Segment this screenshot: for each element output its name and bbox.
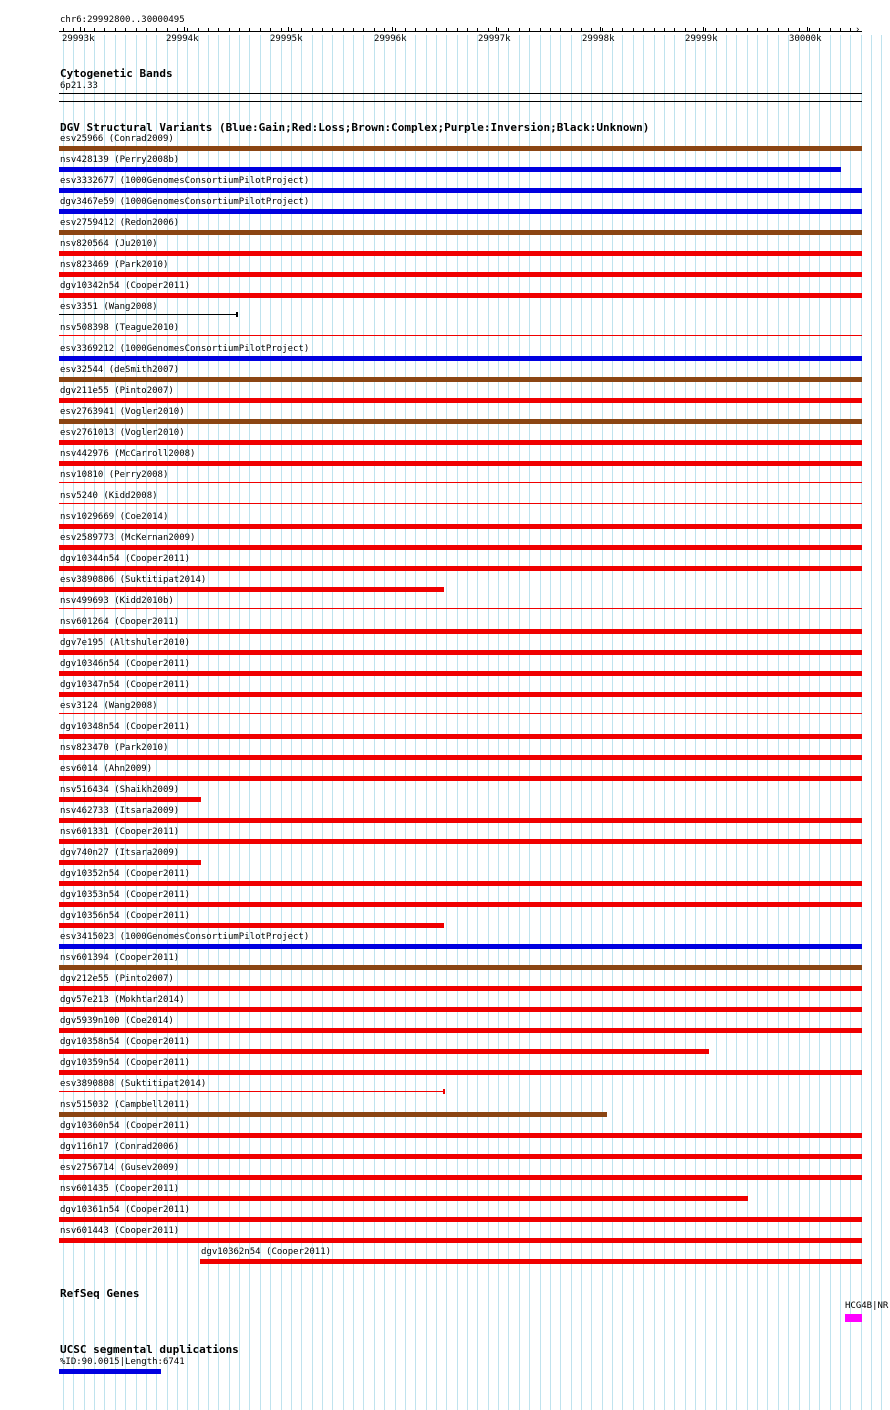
ruler-minor-tick	[716, 28, 717, 31]
ruler-minor-tick	[415, 28, 416, 31]
ruler-minor-tick	[136, 28, 137, 31]
variant-label[interactable]: dgv5939n100 (Coe2014)	[60, 1016, 174, 1026]
ruler-tick-label: 29996k	[374, 34, 407, 44]
ruler-tick-label: 29998k	[582, 34, 615, 44]
ruler-minor-tick	[301, 28, 302, 31]
ruler-minor-tick	[84, 28, 85, 31]
variant-feature[interactable]	[59, 398, 862, 403]
ruler-tick-label: 29999k	[685, 34, 718, 44]
variant-feature[interactable]	[59, 629, 862, 634]
ruler-minor-tick	[343, 28, 344, 31]
variant-label[interactable]: esv3124 (Wang2008)	[60, 701, 158, 711]
variant-feature[interactable]	[59, 272, 862, 277]
segdups-feature[interactable]	[59, 1369, 161, 1374]
ruler-minor-tick	[788, 28, 789, 31]
ruler-minor-tick	[508, 28, 509, 31]
variant-feature[interactable]	[59, 1196, 748, 1201]
ruler-minor-tick	[270, 28, 271, 31]
variant-feature[interactable]	[59, 1028, 862, 1033]
variant-label[interactable]: dgv7e195 (Altshuler2010)	[60, 638, 191, 648]
ruler-minor-tick	[757, 28, 758, 31]
variant-feature[interactable]	[59, 1112, 607, 1117]
ruler-minor-tick	[395, 28, 396, 31]
ruler-minor-tick	[571, 28, 572, 31]
variant-label[interactable]: esv3890808 (Suktitipat2014)	[60, 1079, 207, 1089]
variant-feature[interactable]	[59, 377, 862, 382]
variant-feature[interactable]	[59, 965, 862, 970]
variant-feature[interactable]	[59, 1238, 862, 1243]
variant-label[interactable]: nsv601443 (Cooper2011)	[60, 1226, 180, 1236]
ruler-minor-tick	[115, 28, 116, 31]
variant-feature[interactable]	[59, 692, 862, 697]
ruler-minor-tick	[602, 28, 603, 31]
variant-feature[interactable]	[59, 230, 862, 235]
variant-label[interactable]: nsv508398 (Teague2010)	[60, 323, 180, 333]
variant-label[interactable]: nsv1029669 (Coe2014)	[60, 512, 169, 522]
ruler-minor-tick	[767, 28, 768, 31]
variant-label[interactable]: esv2763941 (Vogler2010)	[60, 407, 185, 417]
segdups-label: %ID:90.0015|Length:6741	[60, 1357, 185, 1367]
variant-label[interactable]: esv3332677 (1000GenomesConsortiumPilotProject)	[60, 176, 310, 186]
variant-label[interactable]: esv25966 (Conrad2009)	[60, 134, 174, 144]
variant-feature[interactable]	[59, 860, 201, 865]
variant-end-cap	[443, 1089, 445, 1094]
ruler-minor-tick	[332, 28, 333, 31]
variant-label[interactable]: nsv601435 (Cooper2011)	[60, 1184, 180, 1194]
variant-feature[interactable]	[59, 356, 862, 361]
ruler-minor-tick	[850, 28, 851, 31]
variant-feature[interactable]	[59, 881, 862, 886]
cytoband-line-top	[59, 93, 862, 94]
variant-label[interactable]: nsv601264 (Cooper2011)	[60, 617, 180, 627]
variant-label[interactable]: dgv10347n54 (Cooper2011)	[60, 680, 191, 690]
variant-label[interactable]: dgv10358n54 (Cooper2011)	[60, 1037, 191, 1047]
variant-label[interactable]: dgv10361n54 (Cooper2011)	[60, 1205, 191, 1215]
refseq-gene-feature[interactable]	[845, 1314, 862, 1322]
ruler-tick-label: 30000k	[789, 34, 822, 44]
variant-feature[interactable]	[59, 314, 237, 315]
variant-feature[interactable]	[59, 293, 862, 298]
ruler-minor-tick	[581, 28, 582, 31]
variant-label[interactable]: dgv10342n54 (Cooper2011)	[60, 281, 191, 291]
ruler-minor-tick	[374, 28, 375, 31]
refseq-gene-label[interactable]: HCG4B|NR	[845, 1301, 889, 1311]
ruler-minor-tick	[633, 28, 634, 31]
variant-label[interactable]: dgv57e213 (Mokhtar2014)	[60, 995, 185, 1005]
variant-label[interactable]: esv32544 (deSmith2007)	[60, 365, 180, 375]
variant-label[interactable]: nsv442976 (McCarroll2008)	[60, 449, 196, 459]
ruler-minor-tick	[104, 28, 105, 31]
variant-feature[interactable]	[59, 587, 444, 592]
ruler-minor-tick	[654, 28, 655, 31]
variant-feature[interactable]	[59, 1133, 862, 1138]
variant-feature[interactable]	[59, 524, 862, 529]
variant-feature[interactable]	[59, 1007, 862, 1012]
ruler-minor-tick	[488, 28, 489, 31]
ruler-minor-tick	[125, 28, 126, 31]
variant-feature[interactable]	[59, 776, 862, 781]
ruler-minor-tick	[260, 28, 261, 31]
variant-label[interactable]: nsv499693 (Kidd2010b)	[60, 596, 174, 606]
variant-feature[interactable]	[59, 1217, 862, 1222]
ruler-minor-tick	[736, 28, 737, 31]
ruler-minor-tick	[550, 28, 551, 31]
variant-label[interactable]: dgv116n17 (Conrad2006)	[60, 1142, 180, 1152]
variant-feature[interactable]	[59, 482, 862, 483]
cytoband-line-bottom	[59, 101, 862, 102]
ruler-major-tick	[392, 27, 393, 32]
variant-label[interactable]: esv3415023 (1000GenomesConsortiumPilotProject)	[60, 932, 310, 942]
variant-label[interactable]: nsv601394 (Cooper2011)	[60, 953, 180, 963]
ruler-minor-tick	[622, 28, 623, 31]
ruler-minor-tick	[519, 28, 520, 31]
variant-feature[interactable]	[59, 608, 862, 609]
variant-label[interactable]: esv3369212 (1000GenomesConsortiumPilotProject)	[60, 344, 310, 354]
ruler-minor-tick	[529, 28, 530, 31]
ruler-minor-tick	[281, 28, 282, 31]
ruler-minor-tick	[664, 28, 665, 31]
ruler-minor-tick	[177, 28, 178, 31]
variant-feature[interactable]	[59, 146, 862, 151]
ruler-minor-tick	[560, 28, 561, 31]
ruler-minor-tick	[218, 28, 219, 31]
ruler-minor-tick	[674, 28, 675, 31]
ruler-minor-tick	[540, 28, 541, 31]
ruler-minor-tick	[198, 28, 199, 31]
variant-feature[interactable]	[59, 545, 862, 550]
ruler-minor-tick	[799, 28, 800, 31]
ruler-major-tick	[184, 27, 185, 32]
variant-label[interactable]: dgv10359n54 (Cooper2011)	[60, 1058, 191, 1068]
ruler-minor-tick	[612, 28, 613, 31]
variant-feature[interactable]	[59, 461, 862, 466]
ruler-minor-tick	[229, 28, 230, 31]
variant-label[interactable]: esv2589773 (McKernan2009)	[60, 533, 196, 543]
ruler-minor-tick	[705, 28, 706, 31]
ruler-minor-tick	[239, 28, 240, 31]
variant-label[interactable]: dgv10344n54 (Cooper2011)	[60, 554, 191, 564]
variant-label[interactable]: dgv10348n54 (Cooper2011)	[60, 722, 191, 732]
variant-feature[interactable]	[59, 1175, 862, 1180]
ruler-minor-tick	[457, 28, 458, 31]
ruler-minor-tick	[498, 28, 499, 31]
variant-label[interactable]: nsv823470 (Park2010)	[60, 743, 169, 753]
variant-label[interactable]: nsv462733 (Itsara2009)	[60, 806, 180, 816]
variant-feature[interactable]	[59, 671, 862, 676]
ruler-tick-label: 29994k	[166, 34, 199, 44]
ruler-minor-tick	[94, 28, 95, 31]
variant-label[interactable]: esv3890806 (Suktitipat2014)	[60, 575, 207, 585]
ruler-minor-tick	[840, 28, 841, 31]
variant-feature[interactable]	[59, 1091, 444, 1092]
variant-label[interactable]: esv2756714 (Gusev2009)	[60, 1163, 180, 1173]
ruler-minor-tick	[363, 28, 364, 31]
variant-feature[interactable]	[59, 440, 862, 445]
ruler-minor-tick	[685, 28, 686, 31]
ruler-minor-tick	[73, 28, 74, 31]
variant-label[interactable]: esv2761013 (Vogler2010)	[60, 428, 185, 438]
variant-label[interactable]: esv3351 (Wang2008)	[60, 302, 158, 312]
variant-feature[interactable]	[59, 251, 862, 256]
ruler-minor-tick	[695, 28, 696, 31]
variant-label[interactable]: esv2759412 (Redon2006)	[60, 218, 180, 228]
segdups-track-title[interactable]: UCSC segmental duplications	[60, 1343, 239, 1356]
ruler-minor-tick	[591, 28, 592, 31]
ruler-minor-tick	[146, 28, 147, 31]
cytoband-label: 6p21.33	[60, 81, 98, 91]
ruler-minor-tick	[405, 28, 406, 31]
ruler-minor-tick	[467, 28, 468, 31]
ruler-minor-tick	[291, 28, 292, 31]
variant-label[interactable]: dgv211e55 (Pinto2007)	[60, 386, 174, 396]
ruler-minor-tick	[778, 28, 779, 31]
variant-label[interactable]: nsv515032 (Campbell2011)	[60, 1100, 191, 1110]
variant-feature[interactable]	[59, 944, 862, 949]
ruler-minor-tick	[187, 28, 188, 31]
ruler-minor-tick	[156, 28, 157, 31]
variant-label[interactable]: nsv5240 (Kidd2008)	[60, 491, 158, 501]
ruler-minor-tick	[726, 28, 727, 31]
variant-feature[interactable]	[59, 566, 862, 571]
variant-feature[interactable]	[59, 1154, 862, 1159]
variant-feature[interactable]	[59, 713, 862, 714]
variant-feature[interactable]	[59, 839, 862, 844]
variant-label[interactable]: dgv10353n54 (Cooper2011)	[60, 890, 191, 900]
variant-feature[interactable]	[59, 986, 862, 991]
ruler-minor-tick	[322, 28, 323, 31]
ruler-major-tick	[600, 27, 601, 32]
variant-label[interactable]: dgv10362n54 (Cooper2011)	[201, 1247, 332, 1257]
variant-label[interactable]: dgv740n27 (Itsara2009)	[60, 848, 180, 858]
variant-label[interactable]: dgv10352n54 (Cooper2011)	[60, 869, 191, 879]
variant-feature[interactable]	[59, 734, 862, 739]
variant-feature[interactable]	[200, 1259, 862, 1264]
ruler-major-tick	[807, 27, 808, 32]
ruler-minor-tick	[63, 28, 64, 31]
variant-feature[interactable]	[59, 1049, 709, 1054]
ruler-arrow-icon: ›	[855, 25, 861, 35]
ruler-tick-label: 29997k	[478, 34, 511, 44]
ruler-minor-tick	[208, 28, 209, 31]
ruler-tick-label: 29993k	[62, 34, 95, 44]
ruler-minor-tick	[830, 28, 831, 31]
ruler-minor-tick	[167, 28, 168, 31]
variant-feature[interactable]	[59, 335, 862, 336]
ruler-tick-label: 29995k	[270, 34, 303, 44]
variant-feature[interactable]	[59, 209, 862, 214]
variant-feature[interactable]	[59, 167, 841, 172]
ruler-major-tick	[80, 27, 81, 32]
variant-label[interactable]: nsv601331 (Cooper2011)	[60, 827, 180, 837]
variant-feature[interactable]	[59, 419, 862, 424]
ruler-minor-tick	[426, 28, 427, 31]
region-label: chr6:29992800..30000495	[60, 15, 185, 25]
variant-feature[interactable]	[59, 797, 201, 802]
variant-feature[interactable]	[59, 755, 862, 760]
variant-feature[interactable]	[59, 503, 862, 504]
refseq-track-title[interactable]: RefSeq Genes	[60, 1287, 140, 1300]
cytoband-track-title[interactable]: Cytogenetic Bands	[60, 67, 173, 80]
ruler-major-tick	[703, 27, 704, 32]
variant-label[interactable]: nsv428139 (Perry2008b)	[60, 155, 180, 165]
variant-feature[interactable]	[59, 650, 862, 655]
variant-label[interactable]: dgv10356n54 (Cooper2011)	[60, 911, 191, 921]
ruler-minor-tick	[809, 28, 810, 31]
ruler-major-tick	[288, 27, 289, 32]
variant-end-cap	[236, 312, 238, 317]
variant-label[interactable]: dgv10360n54 (Cooper2011)	[60, 1121, 191, 1131]
ruler-minor-tick	[446, 28, 447, 31]
ruler-minor-tick	[477, 28, 478, 31]
variant-feature[interactable]	[59, 818, 862, 823]
variant-feature[interactable]	[59, 923, 444, 928]
variant-label[interactable]: nsv516434 (Shaikh2009)	[60, 785, 180, 795]
variant-label[interactable]: dgv10346n54 (Cooper2011)	[60, 659, 191, 669]
variant-feature[interactable]	[59, 1070, 862, 1075]
ruler-minor-tick	[819, 28, 820, 31]
ruler-axis	[59, 31, 862, 32]
variant-label[interactable]: dgv3467e59 (1000GenomesConsortiumPilotProject)	[60, 197, 310, 207]
variant-label[interactable]: nsv823469 (Park2010)	[60, 260, 169, 270]
variant-feature[interactable]	[59, 902, 862, 907]
variant-label[interactable]: nsv820564 (Ju2010)	[60, 239, 158, 249]
variant-feature[interactable]	[59, 188, 862, 193]
variant-label[interactable]: nsv10810 (Perry2008)	[60, 470, 169, 480]
ruler-major-tick	[496, 27, 497, 32]
ruler-minor-tick	[747, 28, 748, 31]
variant-label[interactable]: dgv212e55 (Pinto2007)	[60, 974, 174, 984]
variant-label[interactable]: esv6014 (Ahn2009)	[60, 764, 153, 774]
ruler-minor-tick	[353, 28, 354, 31]
ruler-minor-tick	[249, 28, 250, 31]
ruler-minor-tick	[643, 28, 644, 31]
ruler-minor-tick	[384, 28, 385, 31]
ruler-minor-tick	[436, 28, 437, 31]
dgv-track-title[interactable]: DGV Structural Variants (Blue:Gain;Red:Loss;Brown:Complex;Purple:Inversion;Black:Unknown)	[60, 121, 650, 134]
ruler-minor-tick	[312, 28, 313, 31]
